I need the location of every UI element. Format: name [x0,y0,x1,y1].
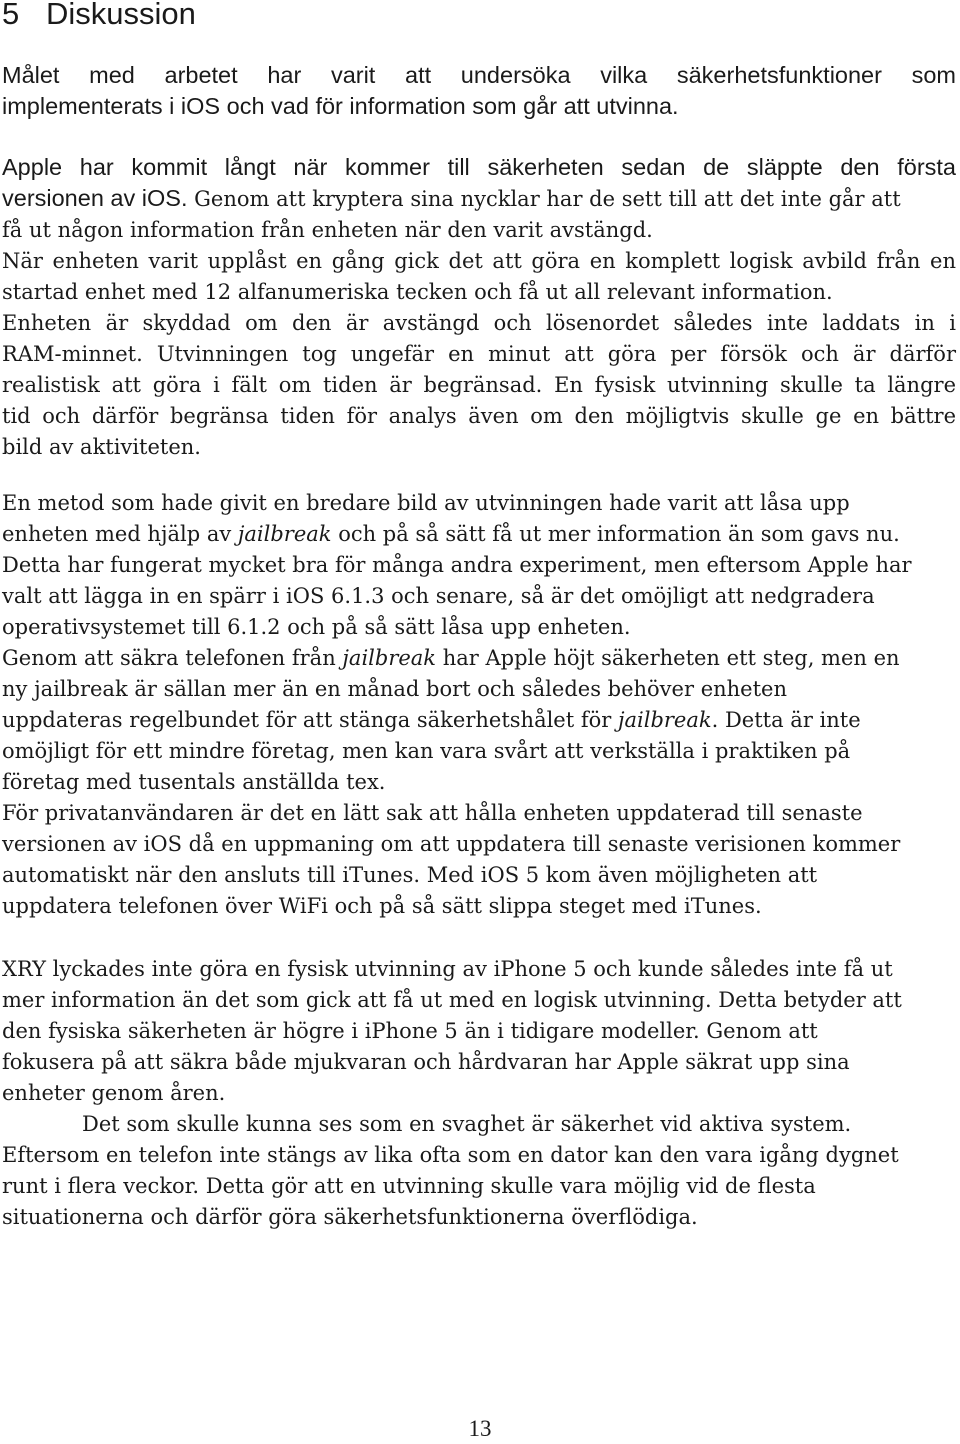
paragraph-aim [2,60,956,122]
text-line: situationerna och därför göra säkerhetsfunktionerna överflödiga. [2,1205,698,1229]
text-line: valt att lägga in en spärr i iOS 6.1.3 och senare, så är det omöjligt att nedgradera [2,584,875,608]
text-line: Genom att kryptera sina nycklar har de sett till att det inte går att [187,187,901,211]
italic-term: jailbreak [237,522,332,546]
text-line: För privatanvändaren är det en lätt sak att hålla enheten uppdaterad till senaste [2,801,863,825]
text-line: omöjligt för ett mindre företag, men kan vara svårt att verkställa i praktiken på [2,739,851,763]
text-segment: . Detta är inte [711,708,861,732]
section-title: Diskussion [46,0,196,31]
text-line: den fysiska säkerheten är högre i iPhone 5 än i tidigare modeller. Genom att [2,1019,818,1043]
text-line: operativsystemet till 6.1.2 och på så sätt låsa upp enheten. [2,615,631,639]
text-line: Enheten är skyddad om den är avstängd och lösenordet således inte laddats in i [2,311,956,335]
paragraph-active-systems [2,1109,956,1233]
text-line: XRY lyckades inte göra en fysisk utvinning av iPhone 5 och kunde således inte få ut [2,957,893,981]
text-line: enheter genom åren. [2,1081,226,1105]
text-line: Apple har kommit långt när kommer till säkerheten sedan de släppte den första [2,154,956,180]
text-line: få ut någon information från enheten när den varit avstängd. [2,218,653,242]
text-line: startad enhet med 12 alfanumeriska tecken och få ut all relevant information. [2,280,833,304]
text-line: Det som skulle kunna ses som en svaghet är säkerhet vid aktiva system. [82,1112,852,1136]
text-line: versionen av iOS. [2,185,188,211]
text-line: tid och därför begränsa tiden för analys även om den möjligtvis skulle ge en bättre [2,404,956,428]
text-segment: och på så sätt få ut mer information än som gavs nu. [331,522,900,546]
paragraph-jailbreak [2,488,956,922]
text-line: Eftersom en telefon inte stängs av lika ofta som en dator kan den vara igång dygnet [2,1143,899,1167]
text-segment: uppdateras regelbundet för att stänga säkerhetshålet för [2,708,618,732]
text-line: uppdatera telefonen över WiFi och på så sätt slippa steget med iTunes. [2,894,762,918]
text-line: RAM-minnet. Utvinningen tog ungefär en minut att göra per försök och är därför [2,342,956,366]
section-number: 5 [2,0,20,31]
text-line: automatiskt när den ansluts till iTunes. Med iOS 5 kom även möjligheten att [2,863,818,887]
text-segment: har Apple höjt säkerheten ett steg, men en [436,646,900,670]
text-segment: Genom att säkra telefonen från [2,646,343,670]
text-line: När enheten varit upplåst en gång gick det att göra en komplett logisk avbild från en [2,249,956,273]
page-number: 13 [468,1416,492,1441]
text-line: realistisk att göra i fält om tiden är begränsad. En fysisk utvinning skulle ta längre [2,373,956,397]
text-line: mer information än det som gick att få ut med en logisk utvinning. Detta betyder att [2,988,902,1012]
paragraph-xry [2,954,956,1109]
text-line: ny jailbreak är sällan mer än en månad bort och således behöver enheten [2,677,787,701]
text-line: företag med tusentals anställda tex. [2,770,386,794]
text-line: bild av aktiviteten. [2,435,201,459]
text-line: implementerats i iOS och vad för information som går att utvinna. [2,93,679,119]
text-line: Detta har fungerat mycket bra för många andra experiment, men eftersom Apple har [2,553,912,577]
italic-term: jailbreak [342,646,437,670]
paragraph-apple-security [2,152,956,463]
text-line: runt i flera veckor. Detta gör att en utvinning skulle vara möjlig vid de flesta [2,1174,816,1198]
text-line: En metod som hade givit en bredare bild av utvinningen hade varit att låsa upp [2,491,850,515]
text-segment: enheten med hjälp av [2,522,238,546]
text-line: versionen av iOS då en uppmaning om att uppdatera till senaste verisionen kommer [2,832,901,856]
text-line: Målet med arbetet har varit att undersöka vilka säkerhetsfunktioner som [2,62,956,88]
section-heading [2,0,196,34]
italic-term: jailbreak [617,708,712,732]
text-line: fokusera på att säkra både mjukvaran och hårdvaran har Apple säkrat upp sina [2,1050,850,1074]
